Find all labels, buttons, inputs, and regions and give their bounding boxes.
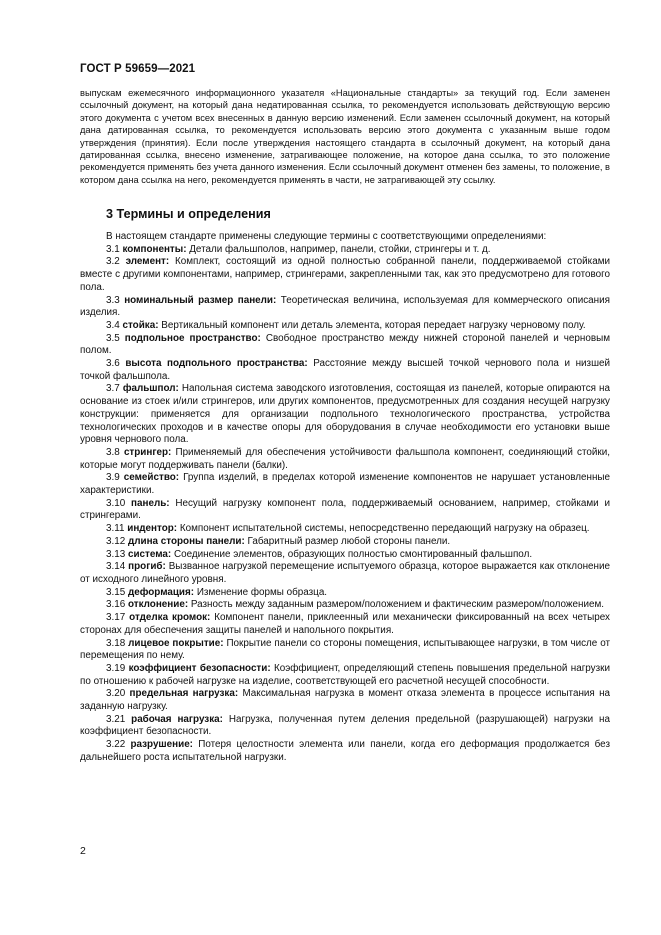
term-name: длина стороны панели:	[127, 535, 245, 547]
term-entry	[80, 383, 610, 447]
term-name: рабочая нагрузка:	[131, 713, 223, 725]
term-definition: Соединение элементов, образующих полностью смонтированный фальшпол.	[173, 548, 533, 560]
term-number: 3.15	[106, 586, 126, 598]
term-number: 3.9	[106, 472, 120, 484]
term-entry	[80, 498, 610, 523]
term-name: коэффициент безопасности:	[128, 662, 271, 674]
term-number: 3.17	[106, 612, 126, 624]
term-definition: Компонент испытательной системы, непосредственно передающий нагрузку на образец.	[179, 523, 590, 535]
term-number: 3.4	[106, 319, 120, 331]
term-entry	[80, 663, 610, 688]
term-name: семейство:	[123, 472, 180, 484]
term-number: 3.22	[106, 739, 126, 751]
term-name: индентор:	[127, 523, 178, 535]
term-number: 3.3	[106, 294, 120, 306]
term-name: деформация:	[127, 586, 195, 598]
term-entry	[80, 714, 610, 739]
term-name: компоненты:	[122, 243, 187, 255]
term-definition: Компонент панели, приклеенный или механически фиксированный на всех четырех сторонах для обеспечения защиты панелей и напольного покрытия.	[80, 612, 610, 636]
term-definition: Применяемый для обеспечения устойчивости фальшпола компонент, соединяющий стойки, которые могут поддерживать панели (балки).	[80, 446, 610, 471]
term-definition: Свободное пространство между нижней стороной панелей и черновым полом.	[80, 332, 610, 357]
term-name: стрингер:	[123, 446, 172, 458]
term-name: фальшпол:	[122, 383, 179, 395]
term-definition: Теоретическая величина, используемая для коммерческого описания изделия.	[80, 294, 610, 319]
term-definition: Группа изделий, в пределах которой изменение компонентов не нарушает установленные характеристики.	[80, 472, 610, 497]
term-definition: Несущий нагрузку компонент пола, поддерживаемый основанием, например, стойками и стрингерами.	[80, 497, 610, 522]
term-entry	[80, 599, 610, 612]
term-name: номинальный размер панели:	[124, 294, 277, 306]
term-number: 3.19	[106, 662, 126, 674]
term-entry	[80, 472, 610, 497]
term-number: 3.14	[106, 561, 126, 573]
term-name: прогиб:	[128, 561, 166, 573]
term-definition: Максимальная нагрузка в момент отказа элемента в процессе испытания на заданную нагрузку.	[80, 688, 611, 713]
term-name: панель:	[131, 497, 170, 509]
section-title: 3 Термины и определения	[106, 207, 271, 221]
term-definition: Разность между заданным размером/положением и фактическим размером/положением.	[190, 599, 604, 611]
term-definition: Изменение формы образца.	[196, 586, 328, 598]
term-number: 3.18	[106, 637, 126, 649]
terms-list	[80, 244, 610, 765]
term-entry	[80, 739, 610, 764]
term-definition: Вызванное нагрузкой перемещение испытуемого образца, которое выражается как отклонение от исходного линейного уровня.	[80, 561, 610, 585]
term-entry	[80, 587, 610, 600]
term-number: 3.7	[106, 383, 120, 395]
term-name: подпольное пространство:	[124, 332, 261, 344]
document-code-header: ГОСТ Р 59659—2021	[80, 63, 196, 75]
page-number: 2	[80, 845, 86, 857]
term-name: лицевое покрытие:	[128, 637, 224, 649]
term-name: разрушение:	[130, 739, 193, 751]
term-entry	[80, 688, 610, 713]
term-definition: Коэффициент, определяющий степень повышения предельной нагрузки по отношению к рабочей нагрузке на изделие, соответствующей его расчетной несущей способности.	[80, 662, 610, 687]
term-entry	[80, 447, 610, 472]
term-name: элемент:	[125, 256, 170, 268]
term-entry	[80, 523, 610, 536]
term-number: 3.11	[106, 523, 125, 535]
term-number: 3.20	[106, 688, 126, 700]
term-definition: Расстояние между высшей точкой чернового пола и низшей точкой фальшпола.	[80, 358, 611, 382]
term-definition: Вертикальный компонент или деталь элемента, которая передает нагрузку черновому полу.	[161, 319, 586, 331]
term-number: 3.13	[106, 548, 126, 560]
term-name: стойка:	[122, 319, 159, 331]
term-number: 3.16	[106, 599, 126, 611]
intro-paragraph: выпускам ежемесячного информационного указателя «Национальные стандарты» за текущий год. Если заменен ссылочный документ, на который дана недатированная ссылка, то рекомендуется использовать действующую версию этого документа с учетом всех внесенных в данную версию изменений. Если заменен ссылочный документ, на который дана датированная ссылка, то рекомендуется использовать версию этого документа с указанным выше годом утверждения (принятия). Если после утверждения настоящего стандарта в ссылочный документ, на который дана датированная ссылка, внесено изменение, затрагивающее положение, на которое дана ссылка, то это положение рекомендуется применять без учета данного изменения. Если ссылочный документ отменен без замены, то положение, в котором дана ссылка на него, рекомендуется применять в части, не затрагивающей эту ссылку.	[80, 88, 610, 185]
term-entry	[80, 333, 610, 358]
term-entry	[80, 320, 610, 333]
term-entry	[80, 638, 610, 663]
terms-body	[80, 231, 610, 765]
term-entry	[80, 549, 610, 562]
term-number: 3.2	[106, 256, 120, 268]
term-name: высота подпольного пространства:	[125, 358, 308, 370]
term-definition: Комплект, состоящий из одной полностью собранной панели, поддерживаемой стойками вместе с другими компонентами, например, стрингерами, закрепленными так, как это предусмотрено для готового пола.	[80, 256, 611, 293]
term-number: 3.5	[106, 332, 120, 344]
term-definition: Напольная система заводского изготовления, состоящая из панелей, которые опираются на основание из стоек и/или стрингеров, или других компонентов, предусмотренных для создания несущей нагрузку конструкции: применяется для организации подпольного технологического пространства, устройства технологических проходов и в качестве опоры для оборудования в случае необходимости его установки выше уровня чернового пола.	[80, 383, 611, 446]
term-name: отклонение:	[127, 599, 189, 611]
term-entry	[80, 536, 610, 549]
term-entry	[80, 561, 610, 586]
term-definition: Потеря целостности элемента или панели, когда его деформация продолжается без дальнейшего роста испытательной нагрузки.	[80, 739, 610, 763]
term-number: 3.6	[106, 358, 120, 370]
term-number: 3.12	[106, 535, 126, 547]
term-entry	[80, 244, 610, 257]
term-entry	[80, 295, 610, 320]
term-name: система:	[127, 548, 172, 560]
term-name: предельная нагрузка:	[129, 688, 239, 700]
term-entry	[80, 612, 610, 637]
term-name: отделка кромок:	[129, 612, 211, 624]
term-number: 3.1	[106, 243, 120, 255]
term-definition: Детали фальшполов, например, панели, стойки, стрингеры и т. д.	[189, 243, 491, 255]
term-definition: Нагрузка, полученная путем деления предельной (разрушающей) нагрузки на коэффициент безопасности.	[80, 713, 611, 738]
term-definition: Покрытие панели со стороны помещения, испытывающее нагрузки, в том числе от перемещения по нему.	[80, 637, 611, 662]
term-entry	[80, 358, 610, 383]
term-number: 3.10	[106, 497, 126, 509]
lead-paragraph: В настоящем стандарте применены следующие термины с соответствующими определениями:	[106, 231, 547, 242]
term-definition: Габаритный размер любой стороны панели.	[247, 535, 451, 547]
term-entry	[80, 256, 610, 294]
term-number: 3.8	[106, 446, 120, 458]
term-number: 3.21	[106, 713, 126, 725]
